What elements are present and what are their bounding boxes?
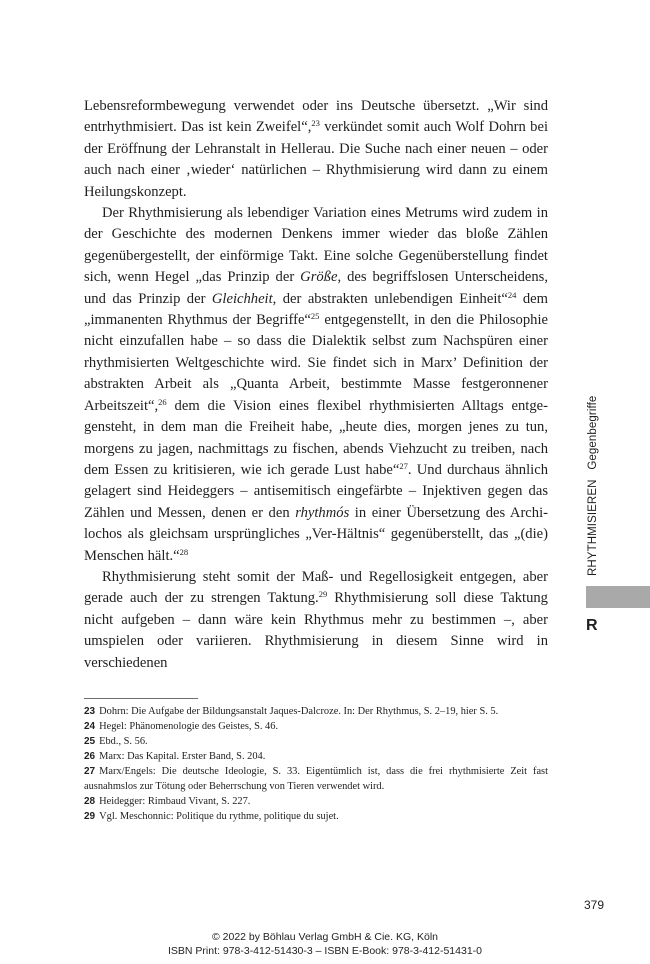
text-run: , der abstrakten unlebendigen Einheit“ (272, 290, 508, 307)
footnote-ref: 28 (179, 546, 189, 557)
text-run: verkündet somit auch Wolf Dohrn bei der Eröffnung der Lehranstalt in Hellerau. Die Suche nach einer neuen – oder auch nach einer ‚wieder‘ natürlichen – Rhythmisierung wird dann zu einem Heilungskonzept. (84, 119, 548, 200)
footnote-text: Heidegger: Rimbaud Vivant, S. 227. (99, 796, 251, 807)
page-number: 379 (584, 898, 605, 912)
text-run: , des begriffslosen Unterscheidens, und das Prinzip der (84, 269, 548, 307)
footnote-ref: 25 (310, 311, 320, 322)
footnote-number: 26 (84, 751, 96, 762)
footnote-text: Hegel: Phänomenologie des Geistes, S. 46. (99, 721, 279, 732)
imprint-isbn: ISBN Print: 978-3-412-51430-3 – ISBN E-Book: 978-3-412-51431-0 (167, 945, 482, 957)
paragraph (84, 203, 548, 567)
footnote-number: 24 (84, 721, 96, 732)
footnote-number: 27 (84, 766, 96, 777)
footnote-ref: 23 (311, 118, 320, 129)
footnote-text: Dohrn: Die Aufgabe der Bildungsanstalt Jaques-Dalcroze. In: Der Rhythmus, S. 2–19, hier S. 5. (99, 706, 499, 717)
text-run: in einer Übersetzung des Archilochos als gleichsam ursprüngliches „Ver-Hältnis“ gegenüberstellt, das „(die) Menschen hält.“ (84, 504, 549, 564)
italic-term: Größe (300, 269, 338, 286)
text-run: Rhythmisierung steht somit der Maß- und Regellosigkeit entgegen, aber gerade auch der zu strengen Taktung. (84, 568, 548, 607)
section-letter: R (586, 617, 598, 634)
footnote-ref: 26 (158, 396, 167, 407)
footnote (84, 764, 548, 794)
text-run: dem „immanenten Rhythmus der Begriffe“ (84, 290, 548, 329)
footnote-number: 23 (84, 706, 96, 717)
footnote-separator (84, 698, 198, 699)
footnote-number: 29 (84, 811, 96, 822)
footnote-ref: 24 (507, 289, 517, 300)
footnote-text: Marx: Das Kapital. Erster Band, S. 204. (99, 751, 266, 762)
text-run: . Und durchaus ähnlich gelagert sind Heideggers – antisemitisch eingefärbte – Injektiven gegen das Zählen und Messen, denen er den (84, 461, 548, 521)
italic-term: rhythmós (295, 504, 350, 521)
section-label: RHYTHMISIEREN Gegenbegriffe (587, 395, 599, 576)
footnote (84, 719, 548, 734)
footnotes (84, 704, 548, 824)
footnote (84, 794, 548, 809)
footnote-number: 28 (84, 796, 96, 807)
footnote-number: 25 (84, 736, 96, 747)
footnote-text: Marx/Engels: Die deutsche Ideologie, S. 33. Eigentümlich ist, dass die frei rhythmisierte Zeit fast ausnahmslos zur Tötung oder Beherrschung von Tieren verwendet wird. (84, 766, 548, 792)
footnote-ref: 29 (318, 589, 328, 600)
paragraph (84, 96, 548, 203)
paragraph (84, 567, 548, 674)
text-run: Lebensreformbewegung verwendet oder ins Deutsche übersetzt. „Wir sind entrhythmisiert. Das ist kein Zweifel“, (84, 98, 548, 136)
footnote (84, 749, 548, 764)
italic-term: Gleichheit (211, 290, 273, 307)
footnote-ref: 27 (399, 460, 408, 471)
text-run: Der Rhythmisierung als lebendiger Variation eines Metrums wird zudem in der Geschichte des modernen Denkens immer wieder das bloße Zählen gegenübergestellt, der einförmige Takt. Eine solche Gegenüberstellung findet sich, wenn Hegel „das Prinzip der (84, 205, 548, 286)
footnote (84, 704, 548, 719)
footnote-text: Ebd., S. 56. (99, 736, 148, 747)
text-run: dem die Vision eines flexibel rhythmisierten Alltags entgegensteht, in dem man die Freiheit habe, „heute dies, morgen jenes zu tun, morgens zu jagen, nachmittags zu fischen, abends Viehzucht zu treiben, nach dem Essen zu kritisieren, wie ich gerade Lust habe“ (84, 397, 548, 478)
footnote (84, 734, 548, 749)
text-run: Rhythmisierung soll diese Taktung nicht aufgeben – dann wäre kein Rhythmus mehr zu bestimmen –, aber umspielen oder variieren. Rhythmisierung in diesem Sinne wird in verschiedenen (84, 590, 548, 671)
imprint-copyright: © 2022 by Böhlau Verlag GmbH & Cie. KG, Köln (211, 931, 439, 943)
footnote (84, 809, 548, 824)
body-text (84, 96, 548, 674)
footnote-text: Vgl. Meschonnic: Politique du rythme, politique du sujet. (99, 811, 339, 822)
section-thumb-tab (586, 586, 650, 608)
text-run: entgegenstellt, in den die Philosophie nicht einzufallen habe – so dass die Dialektik selbst zum Nachspüren einer rhythmisierten Weltgeschichte wird. Sie findet sich in Marx’ Definition der abstrakten Arbeit als „Quanta Arbeit, bestimmte Masse festgeronnener Arbeitszeit“, (84, 312, 548, 414)
